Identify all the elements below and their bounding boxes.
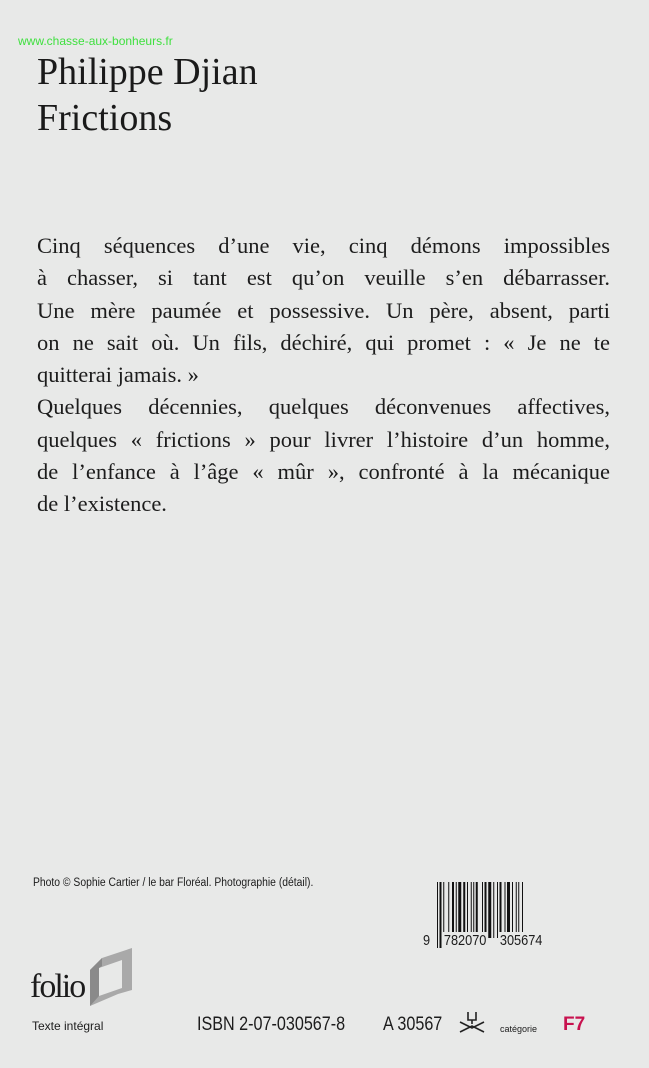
blurb-line: quitterai jamais. » (37, 362, 199, 388)
blurb (37, 230, 610, 521)
blurb-line: Une mère paumée et possessive. Un père, absent, parti (37, 297, 610, 323)
gallimard-symbol-icon (457, 1010, 487, 1036)
barcode-first-digit: 9 (423, 932, 431, 949)
barcode-bar (505, 882, 506, 938)
barcode-bar (485, 882, 487, 938)
article-code: A 30567 (383, 1014, 443, 1035)
category-label: catégorie (500, 1024, 538, 1034)
barcode-bar (473, 882, 474, 938)
blurb-line: Quelques décennies, quelques déconvenues affectives, (37, 394, 610, 420)
barcode-bar (497, 882, 498, 938)
blurb-line: quelques « frictions » pour livrer l’histoire d’un homme, (37, 426, 610, 452)
barcode-bar (512, 882, 513, 938)
barcode-bar (440, 882, 442, 948)
barcode-bar (448, 882, 449, 938)
barcode-bar (488, 882, 491, 938)
folio-logo-text: folio (30, 968, 85, 1005)
barcode-bar (500, 882, 502, 938)
barcode-bar (456, 882, 457, 938)
book-title: Frictions (37, 97, 173, 139)
barcode-bar (437, 882, 438, 948)
barcode-group-2: 305674 (499, 932, 543, 949)
watermark: www.chasse-aux-bonheurs.fr (18, 34, 173, 48)
barcode-bar (467, 882, 468, 938)
author-name: Philippe Djian (37, 51, 258, 93)
barcode-bar (507, 882, 510, 938)
blurb-line: on ne sait où. Un fils, déchiré, qui promet : « Je ne te (37, 329, 610, 355)
blurb-line: de l’existence. (37, 491, 167, 517)
barcode-bar (471, 882, 472, 938)
category-code: F7 (563, 1014, 586, 1035)
barcode-group-1: 782070 (443, 932, 487, 949)
folio-logo-icon (88, 948, 134, 1006)
blurb-line: de l’enfance à l’âge « mûr », confronté à la mécanique (37, 459, 610, 485)
barcode-bar (516, 882, 517, 938)
barcode-bar (443, 882, 444, 938)
isbn: ISBN 2-07-030567-8 (197, 1014, 346, 1035)
barcode-bar (458, 882, 461, 938)
photo-credit: Photo © Sophie Cartier / le bar Floréal. Photographie (détail). (33, 877, 314, 889)
edition-note: Texte intégral (32, 1019, 104, 1033)
blurb-line: Cinq séquences d’une vie, cinq démons impossibles (37, 233, 610, 258)
barcode-bar (463, 882, 465, 938)
barcode-bar (452, 882, 454, 938)
barcode-bar (493, 882, 494, 938)
blurb-line: à chasser, si tant est qu’on veuille s’en débarrasser. (37, 265, 610, 291)
